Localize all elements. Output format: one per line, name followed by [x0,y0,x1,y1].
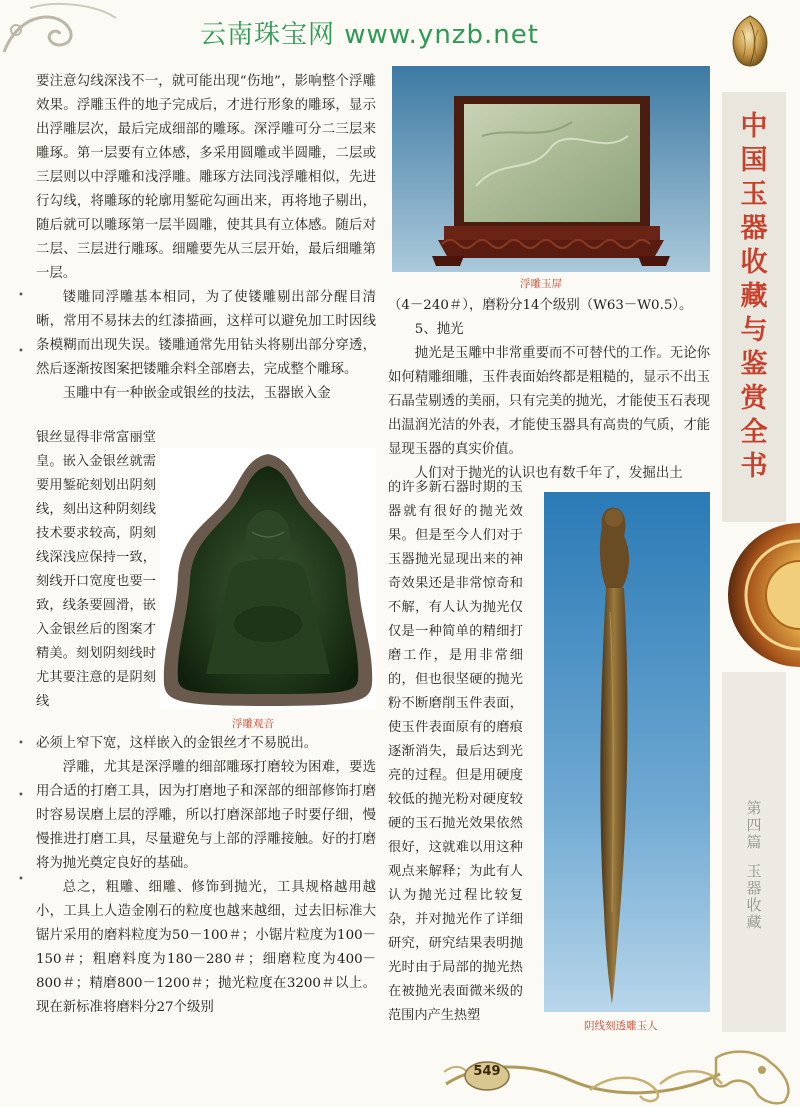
paragraph: （4－240＃），磨粉分14个级别（W63－W0.5）。 [388,298,693,313]
book-title-vertical: 中 国 玉 器 收 藏 与 鉴 赏 全 书 [740,111,768,482]
chapter-label-vertical: 第 四 篇 玉 器 收 藏 [746,799,762,931]
conch-shell-icon [726,14,774,70]
paragraph: 必须上窄下宽，这样嵌入的金银丝才不易脱出。 [36,736,318,751]
page-number: 549 [473,1064,501,1079]
paragraph: 浮雕，尤其是深浮雕的细部雕琢打磨较为困难，要选用合适的打磨工具，因为打磨地子和深部的细部修饰打磨时容易误磨上层的浮雕，所以打磨深部地子时要仔细，慢慢推进打磨工具，尽量避免与上部的浮雕接触。好的打磨将为抛光奠定良好的基础。 [36,760,376,871]
image-caption: 浮雕观音 [232,718,274,730]
text-block-right-mid [388,476,523,1028]
text-block-left-top [36,70,376,406]
text-block-right-top [388,294,710,486]
text-block-left-mid [36,426,156,714]
swirl-ornament-icon [0,0,120,60]
margin-dot: • [18,790,24,801]
text-block-left-low [36,732,376,1020]
margin-dot: • [18,346,24,357]
jade-disc-icon [718,520,800,670]
paragraph: 银丝显得非常富丽堂皇。嵌入金银丝就需要用錾砣刻划出阴刻线，刻出这种阴刻线技术要求较高，阴刻线深浅应保持一致，刻线开口宽度也要一致，线条要圆滑，嵌入金银丝后的图案才精美。刻划阴刻线时尤其要注意的是阴刻线 [36,430,156,709]
section-heading: 5、抛光 [414,322,464,337]
paragraph: 总之，粗雕、细雕、修饰到抛光，工具规格越用越小，工具上人造金刚石的粒度也越来越细，过去旧标准大锯片采用的磨料粒度为50－100＃；小锯片粒度为100－150＃；粗磨料度为180－280＃；细磨粒度为400－800＃；精磨800－1200＃；抛光粒度在3200＃以上。现在新标准将磨料分27个级别 [36,880,376,1015]
paragraph: 玉雕中有一种嵌金或银丝的技法，玉器嵌入金 [62,386,331,401]
image-caption: 浮雕玉屏 [520,278,562,290]
paragraph: 要注意勾线深浅不一，就可能出现“伤地”，影响整个浮雕效果。浮雕玉件的地子完成后，才进行形象的雕琢，显示出浮雕层次，最后完成细部的雕琢。深浮雕可分二三层来雕琢。第一层要有立体感，多采用圆雕或半圆雕，二层或三层则以中浮雕和浅浮雕。雕琢方法同浅浮雕相似，先进行勾线，将雕琢的轮廓用錾砣勾画出来，再将地子剔出，随后就可以雕琢第一层半圆雕，使其具有立体感。随后对二层、三层进行雕琢。细雕要先从三层开始，最后细雕第一层。 [36,74,376,281]
margin-dot: • [18,290,24,301]
paragraph: 镂雕同浮雕基本相同，为了使镂雕剔出部分醒目清晰，常用不易抹去的红漆描画，这样可以避免加工时因线条模糊而出现失误。镂雕通常先用钻头将剔出部分穿透，然后逐渐按图案把镂雕余料全部磨去，完成整个雕琢。 [36,290,376,377]
jade-screen-photo [392,66,710,272]
jade-hairpin-photo [544,492,710,1012]
image-caption: 阴线刻透雕玉人 [584,1020,658,1032]
paragraph: 人们对于抛光的认识也有数千年了，发掘出土 [414,466,683,481]
paragraph: 的许多新石器时期的玉器就有很好的抛光效果。但是至今人们对于玉器抛光显现出来的神奇效果还是非常惊奇和不解，有人认为抛光仅仅是一种简单的精细打磨工作，是用非常细的，但也很坚硬的抛光粉不断磨削玉件表面，使玉件表面原有的磨痕逐渐消失，最后达到光亮的过程。但是用硬度较低的抛光粉对硬度较硬的玉石抛光效果依然很好，这就难以用这种观点来解释；为此有人认为抛光过程比较复杂，并对抛光作了详细研究，研究结果表明抛光时由于局部的抛光热在被抛光表面微米级的范围内产生热塑 [388,480,523,1023]
margin-dot: • [18,738,24,749]
guanyin-pendant-photo [160,448,376,710]
margin-dot: • [18,874,24,885]
paragraph: 抛光是玉雕中非常重要而不可替代的工作。无论你如何精雕细雕，玉件表面始终都是粗糙的，显示不出玉石晶莹剔透的美丽，只有完美的抛光，才能使玉石表现出温润光洁的外表，才能使玉器具有高贵的气质，才能显现玉器的真实价值。 [388,346,710,457]
site-title: 云南珠宝网 www.ynzb.net [200,20,539,50]
